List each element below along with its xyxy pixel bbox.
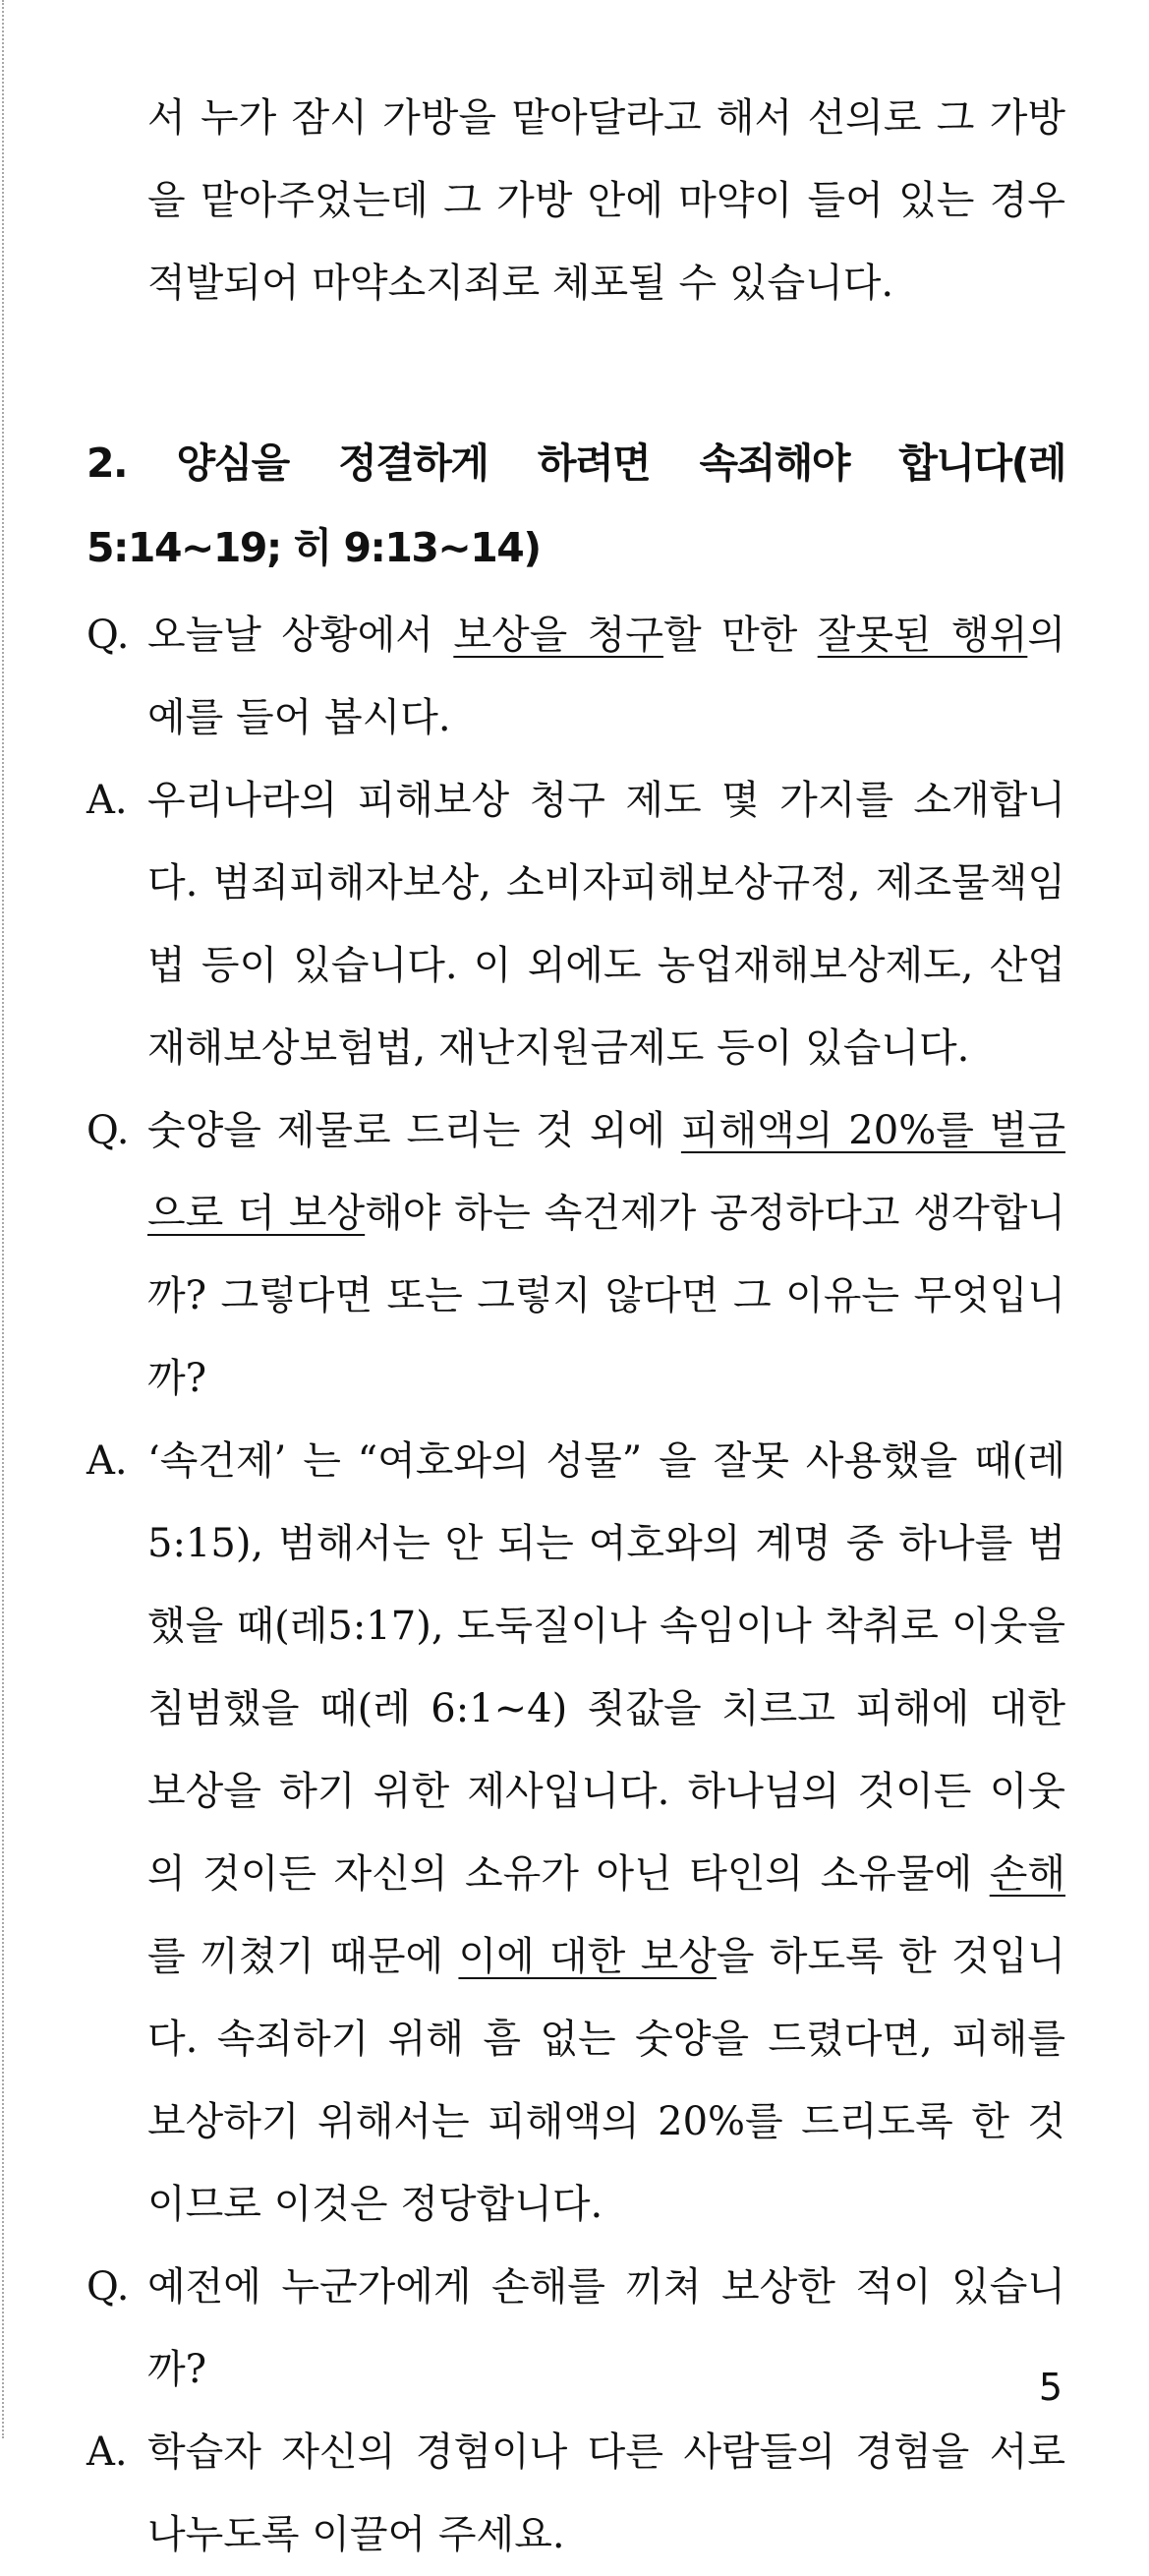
answer-marker: A. xyxy=(86,778,128,823)
question-text xyxy=(147,1089,1065,1420)
qa-list xyxy=(86,594,1065,2576)
text-segment: 해야 하는 속건제가 공정하다고 생각합니까? 그렇다면 또는 그렇지 않다면 그 이유는 무엇입니까? xyxy=(147,1191,1065,1401)
answer-text xyxy=(147,759,1065,1089)
answer-marker: A. xyxy=(86,1438,128,1484)
text-segment: 할 만한 xyxy=(662,613,818,658)
document-page xyxy=(86,77,1065,2576)
question-text xyxy=(147,594,1065,759)
question-text xyxy=(147,2246,1065,2411)
question-marker: Q. xyxy=(86,2264,130,2310)
left-margin-rule xyxy=(2,0,4,2438)
intro-paragraph: 서 누가 잠시 가방을 맡아달라고 해서 선의로 그 가방을 맡아주었는데 그 가방 안에 마약이 들어 있는 경우 적발되어 마약소지죄로 체포될 수 있습니다. xyxy=(147,95,1065,306)
answer-item xyxy=(86,1420,1065,2246)
text-segment: 을 하도록 한 것입니다. 속죄하기 위해 흠 없는 숫양을 드렸다면, 피해를 보상하기 위해서는 피해액의 20%를 드리도록 한 것이므로 이것은 정당합니다. xyxy=(147,1934,1065,2227)
text-segment: 오늘날 상황에서 xyxy=(147,613,454,658)
question-marker: Q. xyxy=(86,1108,130,1153)
answer-text xyxy=(147,2411,1065,2576)
question-item xyxy=(86,2246,1065,2411)
answer-item xyxy=(86,759,1065,1089)
text-segment: 를 끼쳤기 때문에 xyxy=(147,1934,459,1979)
underlined-text: 이에 대한 보상 xyxy=(458,1934,717,1979)
question-marker: Q. xyxy=(86,613,130,658)
text-segment: ‘속건제’ 는 “여호와의 성물” 을 잘못 사용했을 때(레 5:15), 범해서는 안 되는 여호와의 계명 중 하나를 범했을 때(레5:17), 도둑질이나 속임이나 착취로 이웃을 침범했을 때(레 6:1~4) 죗값을 치르고 피해에 대한 보상을 하기 위한 제사입니다. 하나님의 것이든 이웃의 것이든 자신의 소유가 아닌 타인의 소유물에 xyxy=(147,1438,1065,1897)
text-segment: 의 예를 들어 봅시다. xyxy=(147,613,1065,740)
answer-marker: A. xyxy=(86,2430,128,2475)
section-heading: 2. 양심을 정결하게 하려면 속죄해야 합니다(레 5:14~19; 히 9:13~14) xyxy=(86,439,1065,571)
text-segment: 학습자 자신의 경험이나 다른 사람들의 경험을 서로 나누도록 이끌어 주세요. xyxy=(147,2430,1065,2557)
text-segment: 우리나라의 피해보상 청구 제도 몇 가지를 소개합니다. 범죄피해자보상, 소비자피해보상규정, 제조물책임법 등이 있습니다. 이 외에도 농업재해보상제도, 산업재해보상보험법, 재난지원금제도 등이 있습니다. xyxy=(147,778,1065,1071)
answer-item xyxy=(86,2411,1065,2576)
question-item xyxy=(86,1089,1065,1420)
answer-text xyxy=(147,1420,1065,2246)
page-number: 5 xyxy=(1038,2366,1063,2409)
text-segment: 예전에 누군가에게 손해를 끼쳐 보상한 적이 있습니까? xyxy=(147,2264,1065,2392)
underlined-text: 잘못된 행위 xyxy=(817,613,1028,658)
text-segment: 숫양을 제물로 드리는 것 외에 xyxy=(147,1108,681,1153)
underlined-text: 손해 xyxy=(989,1851,1065,1897)
underlined-text: 피해액의 20%를 벌금으로 더 보상 xyxy=(147,1108,1065,1236)
underlined-text: 보상을 청구 xyxy=(453,613,663,658)
question-item xyxy=(86,594,1065,759)
